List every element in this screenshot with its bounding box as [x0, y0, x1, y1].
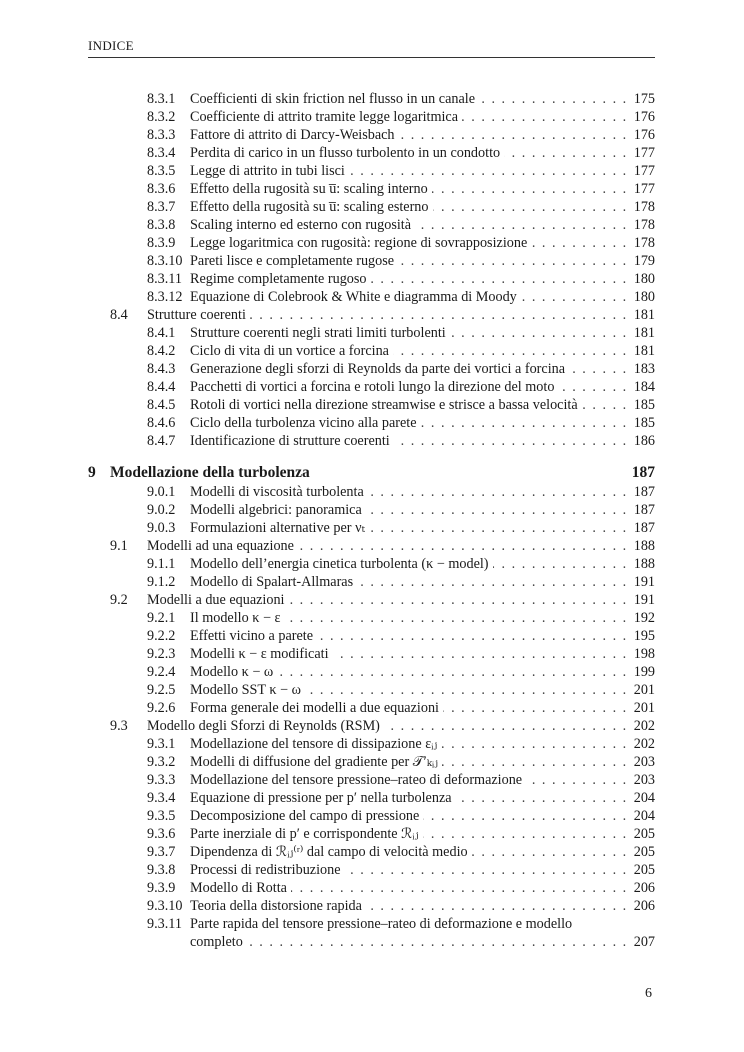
section-number: 8.3.11	[147, 271, 182, 287]
page-ref[interactable]: 188	[633, 538, 655, 554]
section-title: Modelli ad una equazione	[147, 538, 294, 554]
section-title: Regime completamente rugoso	[190, 271, 367, 287]
section-number: 9.3.10	[147, 898, 183, 914]
toc-entry[interactable]	[88, 501, 655, 519]
page-ref[interactable]: 203	[633, 772, 655, 788]
dot-leader	[415, 216, 628, 234]
section-title: Modello di Rotta	[190, 880, 287, 896]
toc-entry[interactable]	[88, 555, 655, 573]
section-number: 8.3.10	[147, 253, 183, 269]
section-number: 8.3.4	[147, 145, 176, 161]
page-ref[interactable]: 187	[633, 502, 655, 518]
dot-leader	[462, 108, 628, 126]
dot-leader	[456, 789, 628, 807]
toc-entry-continuation[interactable]	[88, 933, 655, 951]
toc-entry[interactable]	[88, 234, 655, 252]
toc-entry[interactable]	[88, 464, 655, 483]
page-ref[interactable]: 203	[633, 754, 655, 770]
page-ref[interactable]: 199	[633, 664, 655, 680]
dot-leader	[526, 771, 628, 789]
page-ref[interactable]: 198	[633, 646, 655, 662]
section-number: 9.3.5	[147, 808, 176, 824]
section-title: Modellazione del tensore di dissipazione εᵢⱼ	[190, 736, 438, 752]
section-title: Scaling interno ed esterno con rugosità	[190, 217, 412, 233]
dot-leader	[250, 306, 628, 324]
section-number: 9.3.11	[147, 916, 182, 932]
dot-leader	[521, 288, 628, 306]
section-title: Ciclo della turbolenza vicino alla parete	[190, 415, 417, 431]
page-ref[interactable]: 187	[633, 484, 655, 500]
toc-entry[interactable]	[88, 861, 655, 879]
section-title: Rotoli di vortici nella direzione streamwise e strisce a bassa velocità	[190, 397, 578, 413]
page-ref[interactable]: 205	[633, 844, 655, 860]
dot-leader	[493, 555, 628, 573]
dot-leader	[421, 414, 628, 432]
toc-entry[interactable]	[88, 645, 655, 663]
section-number: 9.3	[110, 718, 128, 734]
toc-entry[interactable]	[88, 717, 655, 735]
toc-entry[interactable]	[88, 378, 655, 396]
toc-entry[interactable]	[88, 825, 655, 843]
page-ref[interactable]: 202	[633, 736, 655, 752]
section-number: 8.3.3	[147, 127, 176, 143]
dot-leader	[394, 432, 628, 450]
section-number: 9.2	[110, 592, 128, 608]
page-ref[interactable]: 186	[633, 433, 655, 449]
section-title: Modello dell’energia cinetica turbolenta (κ − model)	[190, 556, 489, 572]
section-title: Fattore di attrito di Darcy-Weisbach	[190, 127, 395, 143]
page-ref[interactable]: 178	[633, 235, 655, 251]
section-number: 8.4.1	[147, 325, 176, 341]
section-title: Modelli algebrici: panoramica	[190, 502, 362, 518]
section-title: Pacchetti di vortici a forcina e rotoli lungo la direzione del moto	[190, 379, 555, 395]
section-number: 9.2.6	[147, 700, 176, 716]
toc-entry[interactable]	[88, 573, 655, 591]
section-title: Equazione di Colebrook & White e diagramma di Moody	[190, 289, 517, 305]
page-ref[interactable]: 204	[633, 790, 655, 806]
toc-entry[interactable]	[88, 360, 655, 378]
dot-leader	[399, 126, 628, 144]
toc-entry[interactable]	[88, 144, 655, 162]
section-number: 9.2.1	[147, 610, 176, 626]
section-title: Ciclo di vita di un vortice a forcina	[190, 343, 389, 359]
section-number: 9.1.1	[147, 556, 176, 572]
dot-leader	[369, 519, 628, 537]
dot-leader	[357, 573, 628, 591]
page-ref[interactable]: 183	[633, 361, 655, 377]
section-title: Decomposizione del campo di pressione	[190, 808, 420, 824]
dot-leader	[305, 681, 628, 699]
dot-leader	[569, 360, 628, 378]
dot-leader	[531, 234, 627, 252]
section-number: 8.3.2	[147, 109, 176, 125]
toc-entry[interactable]	[88, 270, 655, 288]
section-number: 8.4.2	[147, 343, 176, 359]
section-number: 8.3.6	[147, 181, 176, 197]
section-title: Modellazione della turbolenza	[110, 464, 310, 481]
section-title: Teoria della distorsione rapida	[190, 898, 362, 914]
section-title: Equazione di pressione per p′ nella turbolenza	[190, 790, 452, 806]
page-ref[interactable]: 180	[633, 271, 655, 287]
page-ref[interactable]: 176	[633, 127, 655, 143]
toc-entry[interactable]	[88, 396, 655, 414]
dot-leader	[398, 252, 628, 270]
section-number: 8.3.8	[147, 217, 176, 233]
section-number: 8.3.1	[147, 91, 176, 107]
section-number: 8.4.3	[147, 361, 176, 377]
section-title: Formulazioni alternative per νₜ	[190, 520, 365, 536]
page-ref[interactable]: 187	[631, 464, 655, 481]
section-title: Strutture coerenti negli strati limiti turbolenti	[190, 325, 446, 341]
section-title: Coefficienti di skin friction nel flusso in un canale	[190, 91, 475, 107]
page-ref[interactable]: 204	[633, 808, 655, 824]
section-number: 9.3.1	[147, 736, 176, 752]
page-ref[interactable]: 179	[633, 253, 655, 269]
dot-leader	[384, 717, 628, 735]
section-number: 9.3.4	[147, 790, 176, 806]
dot-leader	[442, 753, 628, 771]
table-of-contents	[88, 90, 655, 951]
section-title: Effetto della rugosità su u̅: scaling esterno	[190, 199, 429, 215]
dot-leader	[366, 897, 628, 915]
section-number: 8.3.9	[147, 235, 176, 251]
section-number: 8.3.12	[147, 289, 183, 305]
section-title: Dipendenza di ℛᵢⱼ⁽ʳ⁾ dal campo di velocità medio	[190, 844, 468, 860]
toc-entry[interactable]	[88, 663, 655, 681]
section-number: 9.3.9	[147, 880, 176, 896]
page-ref[interactable]: 177	[633, 181, 655, 197]
page-ref[interactable]: 195	[633, 628, 655, 644]
page-ref[interactable]: 187	[633, 520, 655, 536]
toc-entry[interactable]	[88, 699, 655, 717]
dot-leader	[504, 144, 628, 162]
page-ref[interactable]: 202	[633, 718, 655, 734]
toc-entry[interactable]	[88, 324, 655, 342]
dot-leader	[366, 501, 628, 519]
page-ref[interactable]: 177	[633, 163, 655, 179]
dot-leader	[423, 807, 627, 825]
section-title: Pareti lisce e completamente rugose	[190, 253, 395, 269]
page-ref[interactable]: 181	[633, 343, 655, 359]
page-ref[interactable]: 192	[633, 610, 655, 626]
toc-entry[interactable]	[88, 897, 655, 915]
section-title: Modelli κ − ε modificati	[190, 646, 329, 662]
page-ref[interactable]: 175	[633, 91, 655, 107]
section-title: Processi di redistribuzione	[190, 862, 341, 878]
dot-leader	[441, 735, 627, 753]
page-ref[interactable]: 181	[633, 325, 655, 341]
section-number: 9.3.6	[147, 826, 176, 842]
toc-entry[interactable]	[88, 735, 655, 753]
dot-leader	[479, 90, 628, 108]
toc-entry[interactable]	[88, 483, 655, 501]
section-number: 8.4.6	[147, 415, 176, 431]
dot-leader	[443, 699, 628, 717]
dot-leader	[558, 378, 627, 396]
page-ref[interactable]: 205	[633, 862, 655, 878]
dot-leader	[291, 879, 628, 897]
dot-leader	[433, 198, 628, 216]
section-title: Generazione degli sforzi di Reynolds da parte dei vortici a forcina	[190, 361, 566, 377]
section-title: Perdita di carico in un flusso turbolento in un condotto	[190, 145, 501, 161]
toc-entry[interactable]	[88, 108, 655, 126]
toc-entry[interactable]	[88, 90, 655, 108]
toc-entry[interactable]	[88, 915, 655, 933]
page-ref[interactable]: 181	[633, 307, 655, 323]
page-ref[interactable]: 178	[633, 199, 655, 215]
section-title: Identificazione di strutture coerenti	[190, 433, 390, 449]
page-ref[interactable]: 191	[633, 574, 655, 590]
section-number: 9.3.3	[147, 772, 176, 788]
section-title: Modello SST κ − ω	[190, 682, 301, 698]
page-ref[interactable]: 177	[633, 145, 655, 161]
section-number: 9.2.5	[147, 682, 176, 698]
toc-entry[interactable]	[88, 216, 655, 234]
section-number: 9.2.3	[147, 646, 176, 662]
dot-leader	[345, 861, 628, 879]
section-number: 9	[88, 464, 96, 481]
dot-leader	[284, 609, 627, 627]
page-ref[interactable]: 185	[633, 397, 655, 413]
dot-leader	[371, 270, 628, 288]
section-title: Effetti vicino a parete	[190, 628, 314, 644]
section-title: Parte inerziale di p′ e corrispondente ℛᵢⱼ	[190, 826, 419, 842]
toc-entry[interactable]	[88, 519, 655, 537]
page-ref[interactable]: 206	[633, 898, 655, 914]
toc-entry[interactable]	[88, 843, 655, 861]
page-ref[interactable]: 191	[633, 592, 655, 608]
dot-leader	[349, 162, 628, 180]
page-ref[interactable]: 176	[633, 109, 655, 125]
section-number: 9.3.2	[147, 754, 176, 770]
dot-leader	[317, 627, 628, 645]
section-title: Modello κ − ω	[190, 664, 274, 680]
page-ref[interactable]: 201	[633, 700, 655, 716]
section-number: 9.3.7	[147, 844, 176, 860]
toc-entry[interactable]	[88, 342, 655, 360]
section-number: 8.4.5	[147, 397, 176, 413]
page-ref[interactable]: 188	[633, 556, 655, 572]
toc-entry[interactable]	[88, 591, 655, 609]
section-number: 8.3.5	[147, 163, 176, 179]
toc-entry[interactable]	[88, 180, 655, 198]
dot-leader	[423, 825, 628, 843]
toc-entry[interactable]	[88, 627, 655, 645]
dot-leader	[247, 933, 628, 951]
section-number: 8.3.7	[147, 199, 176, 215]
page-ref[interactable]: 205	[633, 826, 655, 842]
toc-entry[interactable]	[88, 252, 655, 270]
section-number: 9.2.4	[147, 664, 176, 680]
section-number: 8.4.4	[147, 379, 176, 395]
section-title: Modello di Spalart-Allmaras	[190, 574, 354, 590]
dot-leader	[368, 483, 628, 501]
section-title: Legge logaritmica con rugosità: regione di sovrapposizione	[190, 235, 528, 251]
toc-entry[interactable]	[88, 432, 655, 450]
dot-leader	[277, 663, 628, 681]
toc-entry[interactable]	[88, 807, 655, 825]
toc-entry[interactable]	[88, 162, 655, 180]
toc-entry[interactable]	[88, 753, 655, 771]
section-title: Modello degli Sforzi di Reynolds (RSM)	[147, 718, 380, 734]
dot-leader	[432, 180, 628, 198]
section-number: 8.4.7	[147, 433, 176, 449]
toc-entry[interactable]	[88, 414, 655, 432]
dot-leader	[450, 324, 628, 342]
toc-entry[interactable]	[88, 537, 655, 555]
toc-entry[interactable]	[88, 609, 655, 627]
section-title: Coefficiente di attrito tramite legge logaritmica	[190, 109, 459, 125]
section-number: 9.1	[110, 538, 128, 554]
page-ref[interactable]: 201	[633, 682, 655, 698]
dot-leader	[582, 396, 628, 414]
section-number: 9.2.2	[147, 628, 176, 644]
page-number: 6	[645, 986, 652, 1001]
page-ref[interactable]: 207	[633, 934, 655, 950]
dot-leader	[298, 537, 628, 555]
section-number: 9.3.8	[147, 862, 176, 878]
toc-entry[interactable]	[88, 288, 655, 306]
section-title: Forma generale dei modelli a due equazioni	[190, 700, 439, 716]
toc-entry[interactable]	[88, 126, 655, 144]
section-title: Strutture coerenti	[147, 307, 246, 323]
section-title: Effetto della rugosità su u̅: scaling interno	[190, 181, 428, 197]
page-ref[interactable]: 180	[633, 289, 655, 305]
running-header: INDICE	[88, 38, 134, 53]
section-title: Modellazione del tensore pressione–rateo di deformazione	[190, 772, 523, 788]
section-title: Il modello κ − ε	[190, 610, 281, 626]
toc-entry[interactable]	[88, 879, 655, 897]
section-title: Modelli a due equazioni	[147, 592, 285, 608]
page-ref[interactable]: 178	[633, 217, 655, 233]
toc-entry[interactable]	[88, 789, 655, 807]
dot-leader	[289, 591, 628, 609]
page-ref[interactable]: 206	[633, 880, 655, 896]
section-title-continuation: completo	[190, 934, 243, 950]
dot-leader	[333, 645, 628, 663]
dot-leader	[393, 342, 628, 360]
section-number: 9.1.2	[147, 574, 176, 590]
toc-entry[interactable]	[88, 198, 655, 216]
page-ref[interactable]: 184	[633, 379, 655, 395]
section-number: 9.0.3	[147, 520, 176, 536]
section-title: Modelli di diffusione del gradiente per 𝒯′ₖᵢⱼ	[190, 754, 438, 770]
section-title: Modelli di viscosità turbolenta	[190, 484, 364, 500]
toc-entry[interactable]	[88, 771, 655, 789]
section-title: Parte rapida del tensore pressione–rateo di deformazione e modello	[190, 916, 573, 932]
header-rule	[88, 57, 655, 58]
section-title: Legge di attrito in tubi lisci	[190, 163, 345, 179]
toc-entry[interactable]	[88, 306, 655, 324]
section-number: 8.4	[110, 307, 128, 323]
page-ref[interactable]: 185	[633, 415, 655, 431]
dot-leader	[472, 843, 628, 861]
section-number: 9.0.1	[147, 484, 176, 500]
section-number: 9.0.2	[147, 502, 176, 518]
toc-entry[interactable]	[88, 681, 655, 699]
